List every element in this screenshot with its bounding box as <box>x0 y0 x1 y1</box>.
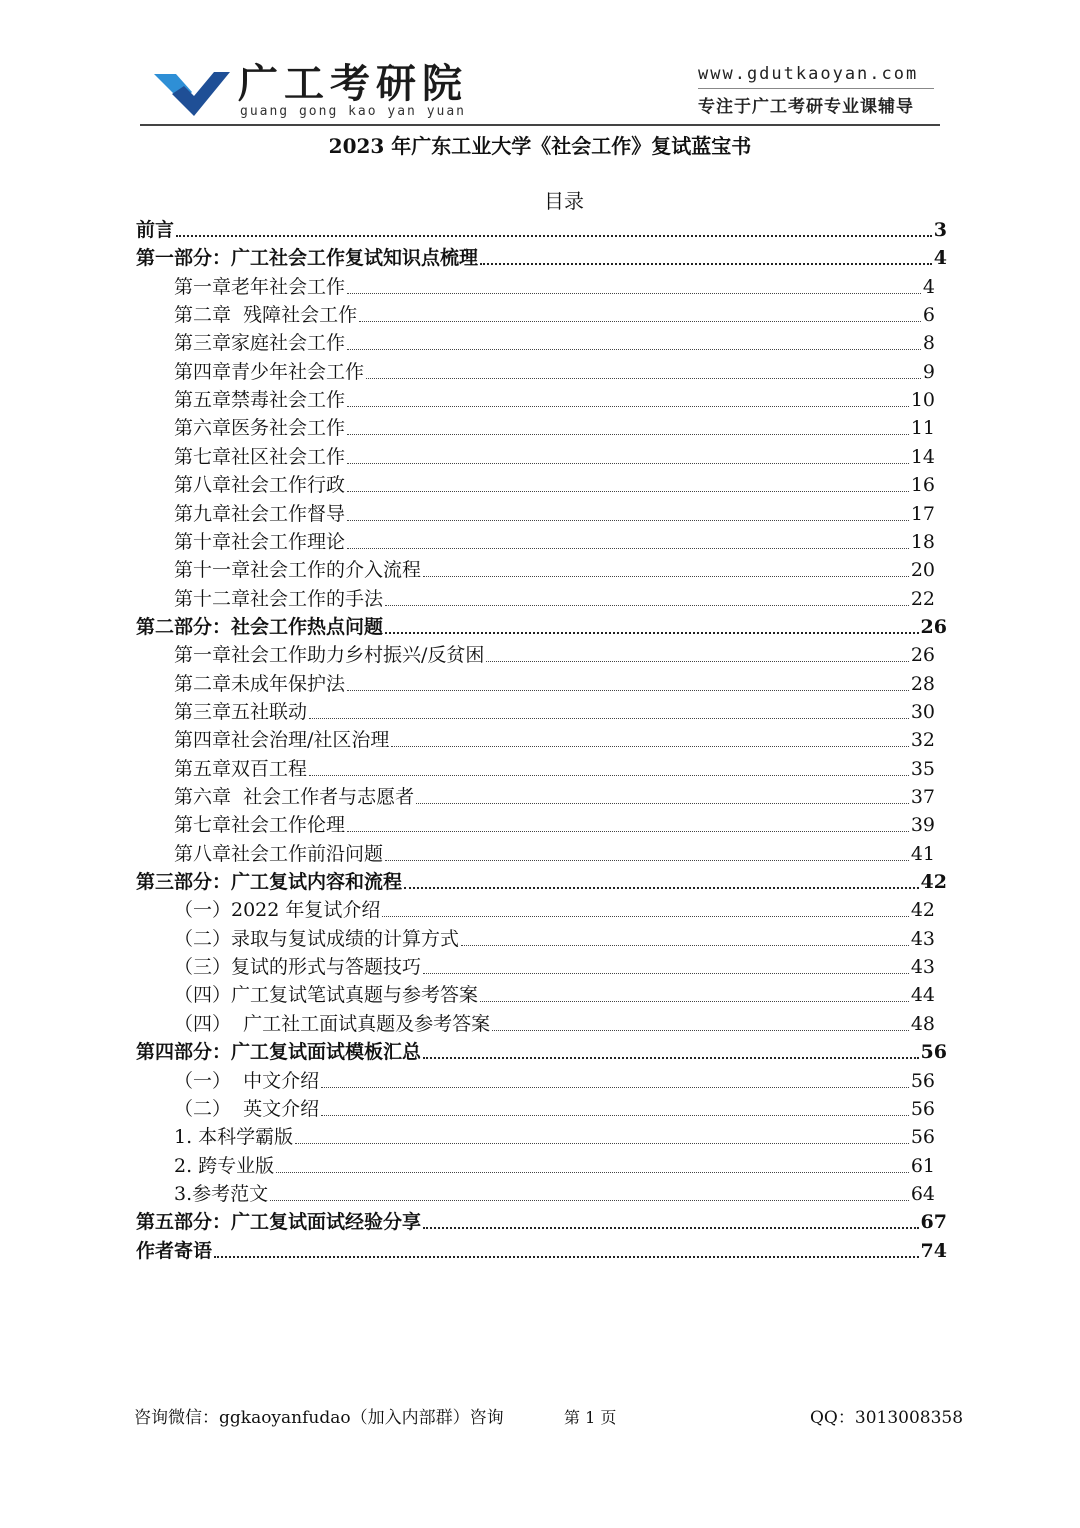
toc-entry-page: 74 <box>920 1239 947 1262</box>
toc-entry-title: 第五章双百工程 <box>174 757 308 780</box>
toc-dot-leader <box>321 1087 909 1088</box>
toc-dot-leader <box>347 406 909 407</box>
brand-name: 广工考研院 <box>238 61 468 107</box>
toc-entry-title: （一） 中文介绍 <box>174 1069 320 1092</box>
document-title: 2023 年广东工业大学《社会工作》复试蓝宝书 <box>328 134 752 158</box>
toc-entry-title: 3.参考范文 <box>174 1182 269 1205</box>
toc-entry-title: 第二部分：社会工作热点问题 <box>136 615 384 638</box>
toc-chapter-entry[interactable] <box>174 953 935 981</box>
toc-entry-title: 第二章 残障社会工作 <box>174 304 358 327</box>
slogan: 专注于广工考研专业课辅导 <box>698 97 914 117</box>
toc-entry-page: 26 <box>910 644 935 667</box>
toc-entry-page: 4 <box>933 247 947 270</box>
toc-entry-page: 42 <box>920 871 947 894</box>
toc-entry-page: 56 <box>910 1097 935 1120</box>
toc-chapter-entry[interactable] <box>174 1010 935 1038</box>
toc-entry-page: 3 <box>933 219 947 241</box>
toc-dot-leader <box>270 1200 909 1201</box>
toc-chapter-entry[interactable] <box>174 925 935 953</box>
toc-entry-page: 10 <box>910 389 935 412</box>
toc-entry-page: 6 <box>922 304 935 327</box>
toc-entry-title: 前言 <box>136 219 175 241</box>
toc-dot-leader <box>347 349 921 350</box>
toc-chapter-entry[interactable] <box>174 273 935 301</box>
brand-pinyin: guang gong kao yan yuan <box>240 104 467 119</box>
toc-dot-leader <box>423 576 909 577</box>
slogan-divider <box>698 88 934 89</box>
toc-entry-page: 37 <box>910 786 935 808</box>
toc-chapter-entry[interactable] <box>174 698 935 726</box>
toc-dot-leader <box>347 690 909 691</box>
page-footer <box>0 1404 1080 1434</box>
toc-entry-title: 第二章未成年保护法 <box>174 672 346 695</box>
toc-entry-page: 44 <box>910 984 935 1007</box>
toc-entry-title: 第八章社会工作前沿问题 <box>174 842 384 865</box>
toc-part-entry[interactable] <box>136 613 947 641</box>
toc-dot-leader <box>423 1057 919 1059</box>
toc-dot-leader <box>382 916 908 917</box>
toc-dot-leader <box>461 945 909 946</box>
toc-entry-page: 35 <box>910 757 935 780</box>
toc-entry-page: 18 <box>910 530 935 553</box>
toc-chapter-entry[interactable] <box>174 840 935 868</box>
toc-dot-leader <box>492 1030 909 1031</box>
footer-page-number: 第 1 页 <box>564 1408 617 1427</box>
toc-dot-leader <box>347 548 909 549</box>
toc-entry-title: 第十二章社会工作的手法 <box>174 587 384 610</box>
toc-entry-page: 43 <box>910 956 935 979</box>
toc-dot-leader <box>347 520 909 521</box>
toc-entry-page: 56 <box>910 1126 935 1149</box>
toc-part-entry[interactable] <box>136 1038 947 1066</box>
header-divider <box>140 124 940 126</box>
toc-entry-page: 4 <box>922 275 935 298</box>
toc-chapter-entry[interactable] <box>174 500 935 528</box>
toc-entry-page: 26 <box>920 615 947 638</box>
toc-entry-title: （四）广工复试笔试真题与参考答案 <box>174 984 479 1007</box>
toc-entry-title: 1. 本科学霸版 <box>174 1126 294 1149</box>
toc-chapter-entry[interactable] <box>174 896 935 924</box>
toc-dot-leader <box>359 321 921 322</box>
toc-entry-title: 第五部分：广工复试面试经验分享 <box>136 1211 422 1234</box>
toc-entry-page: 8 <box>922 332 935 355</box>
toc-dot-leader <box>366 378 921 379</box>
toc-dot-leader <box>321 1115 909 1116</box>
logo-icon <box>152 66 232 118</box>
toc-entry-title: （一）2022 年复试介绍 <box>174 899 381 922</box>
toc-dot-leader <box>276 1172 909 1173</box>
toc-entry-title: 第一章社会工作助力乡村振兴/反贫困 <box>174 644 485 667</box>
toc-part-entry[interactable] <box>136 216 947 244</box>
toc-dot-leader <box>214 1256 919 1258</box>
toc-entry-title: 第十章社会工作理论 <box>174 530 346 553</box>
toc-chapter-entry[interactable] <box>174 329 935 357</box>
toc-dot-leader <box>385 605 909 606</box>
toc-chapter-entry[interactable] <box>174 755 935 783</box>
toc-chapter-entry[interactable] <box>174 670 935 698</box>
toc-entry-title: 第七章社会工作伦理 <box>174 814 346 837</box>
toc-entry-page: 39 <box>910 814 935 837</box>
site-url: www.gdutkaoyan.com <box>698 64 919 84</box>
toc-chapter-entry[interactable] <box>174 726 935 754</box>
footer-consult: 咨询微信：ggkaoyanfudao（加入内部群）咨询 <box>134 1408 504 1428</box>
toc-entry-page: 9 <box>922 360 935 383</box>
toc-chapter-entry[interactable] <box>174 585 935 613</box>
toc-part-entry[interactable] <box>136 244 947 272</box>
toc-entry-page: 41 <box>910 842 935 865</box>
toc-chapter-entry[interactable] <box>174 1180 935 1208</box>
toc-part-entry[interactable] <box>136 868 947 896</box>
toc-entry-page: 32 <box>910 729 935 752</box>
toc-entry-title: 第三章家庭社会工作 <box>174 332 346 355</box>
toc-dot-leader <box>295 1143 909 1144</box>
toc-entry-page: 64 <box>910 1182 935 1205</box>
toc-entry-page: 67 <box>920 1211 947 1234</box>
toc-dot-leader <box>385 860 909 861</box>
toc-entry-title: 第四章社会治理/社区治理 <box>174 729 390 752</box>
toc-chapter-entry[interactable] <box>174 414 935 442</box>
toc-entry-page: 14 <box>910 445 935 468</box>
toc-entry-page: 30 <box>910 700 935 723</box>
toc-entry-title: 第三章五社联动 <box>174 700 308 723</box>
toc-entry-page: 56 <box>910 1069 935 1092</box>
toc-entry-title: 第十一章社会工作的介入流程 <box>174 559 422 582</box>
toc-dot-leader <box>480 1001 909 1002</box>
toc-chapter-entry[interactable] <box>174 556 935 584</box>
toc-dot-leader <box>309 718 909 719</box>
toc-entry-page: 42 <box>910 899 935 922</box>
toc-entry-title: 第四章青少年社会工作 <box>174 360 365 383</box>
toc-entry-title: 第八章社会工作行政 <box>174 474 346 497</box>
toc-entry-title: 第七章社区社会工作 <box>174 445 346 468</box>
toc-entry-title: 2. 跨专业版 <box>174 1154 275 1177</box>
toc-entry-title: （四） 广工社工面试真题及参考答案 <box>174 1012 491 1035</box>
toc-part-entry[interactable] <box>136 1208 947 1236</box>
toc-chapter-entry[interactable] <box>174 981 935 1009</box>
footer-qq: QQ：3013008358 <box>810 1408 964 1428</box>
toc-dot-leader <box>416 803 909 804</box>
toc-entry-title: 第一章老年社会工作 <box>174 275 346 298</box>
toc-chapter-entry[interactable] <box>174 443 935 471</box>
toc-entry-title: （二）录取与复试成绩的计算方式 <box>174 927 460 950</box>
toc-chapter-entry[interactable] <box>174 1067 935 1095</box>
toc-chapter-entry[interactable] <box>174 358 935 386</box>
toc-entry-title: 第四部分：广工复试面试模板汇总 <box>136 1041 422 1064</box>
toc-entry-title: 第九章社会工作督导 <box>174 502 346 525</box>
toc-dot-leader <box>347 831 909 832</box>
toc-chapter-entry[interactable] <box>174 811 935 839</box>
toc-entry-page: 11 <box>910 417 935 440</box>
toc-entry-page: 48 <box>910 1012 935 1035</box>
toc-dot-leader <box>347 463 909 464</box>
toc-dot-leader <box>176 235 932 237</box>
toc-entry-page: 43 <box>910 927 935 950</box>
toc-dot-leader <box>423 973 909 974</box>
toc-entry-page: 28 <box>910 672 935 695</box>
toc-entry-page: 20 <box>910 559 935 582</box>
toc-entry-page: 61 <box>910 1154 935 1177</box>
toc-chapter-entry[interactable] <box>174 301 935 329</box>
toc-entry-title: （二） 英文介绍 <box>174 1097 320 1120</box>
toc-entry-page: 56 <box>920 1041 947 1064</box>
toc-entry-title: 第一部分：广工社会工作复试知识点梳理 <box>136 247 479 270</box>
toc-entry-title: 第六章医务社会工作 <box>174 417 346 440</box>
toc-dot-leader <box>486 661 908 662</box>
toc-dot-leader <box>391 746 908 747</box>
page-header <box>0 0 1080 130</box>
toc-entry-title: 作者寄语 <box>136 1239 213 1262</box>
toc-chapter-entry[interactable] <box>174 1095 935 1123</box>
toc-chapter-entry[interactable] <box>174 783 935 811</box>
toc-entry-title: 第三部分：广工复试内容和流程 <box>136 871 403 894</box>
toc-entry-title: （三）复试的形式与答题技巧 <box>174 956 422 979</box>
toc-dot-leader <box>404 887 919 889</box>
toc-part-entry[interactable] <box>136 1237 947 1265</box>
toc-chapter-entry[interactable] <box>174 1123 935 1151</box>
toc-entry-page: 22 <box>910 587 935 610</box>
toc-entry-page: 16 <box>910 474 935 497</box>
toc-chapter-entry[interactable] <box>174 386 935 414</box>
toc-dot-leader <box>480 263 932 265</box>
toc-dot-leader <box>347 293 921 294</box>
toc-dot-leader <box>347 434 909 435</box>
toc-heading: 目录 <box>544 189 584 213</box>
toc-entry-title: 第五章禁毒社会工作 <box>174 389 346 412</box>
toc-entry-title: 第六章 社会工作者与志愿者 <box>174 786 415 808</box>
toc-chapter-entry[interactable] <box>174 641 935 669</box>
toc-dot-leader <box>347 491 909 492</box>
toc-chapter-entry[interactable] <box>174 471 935 499</box>
toc-dot-leader <box>423 1227 919 1229</box>
toc-chapter-entry[interactable] <box>174 1152 935 1180</box>
toc-dot-leader <box>385 632 919 634</box>
toc-chapter-entry[interactable] <box>174 528 935 556</box>
toc-entry-page: 17 <box>910 502 935 525</box>
toc-dot-leader <box>309 775 909 776</box>
